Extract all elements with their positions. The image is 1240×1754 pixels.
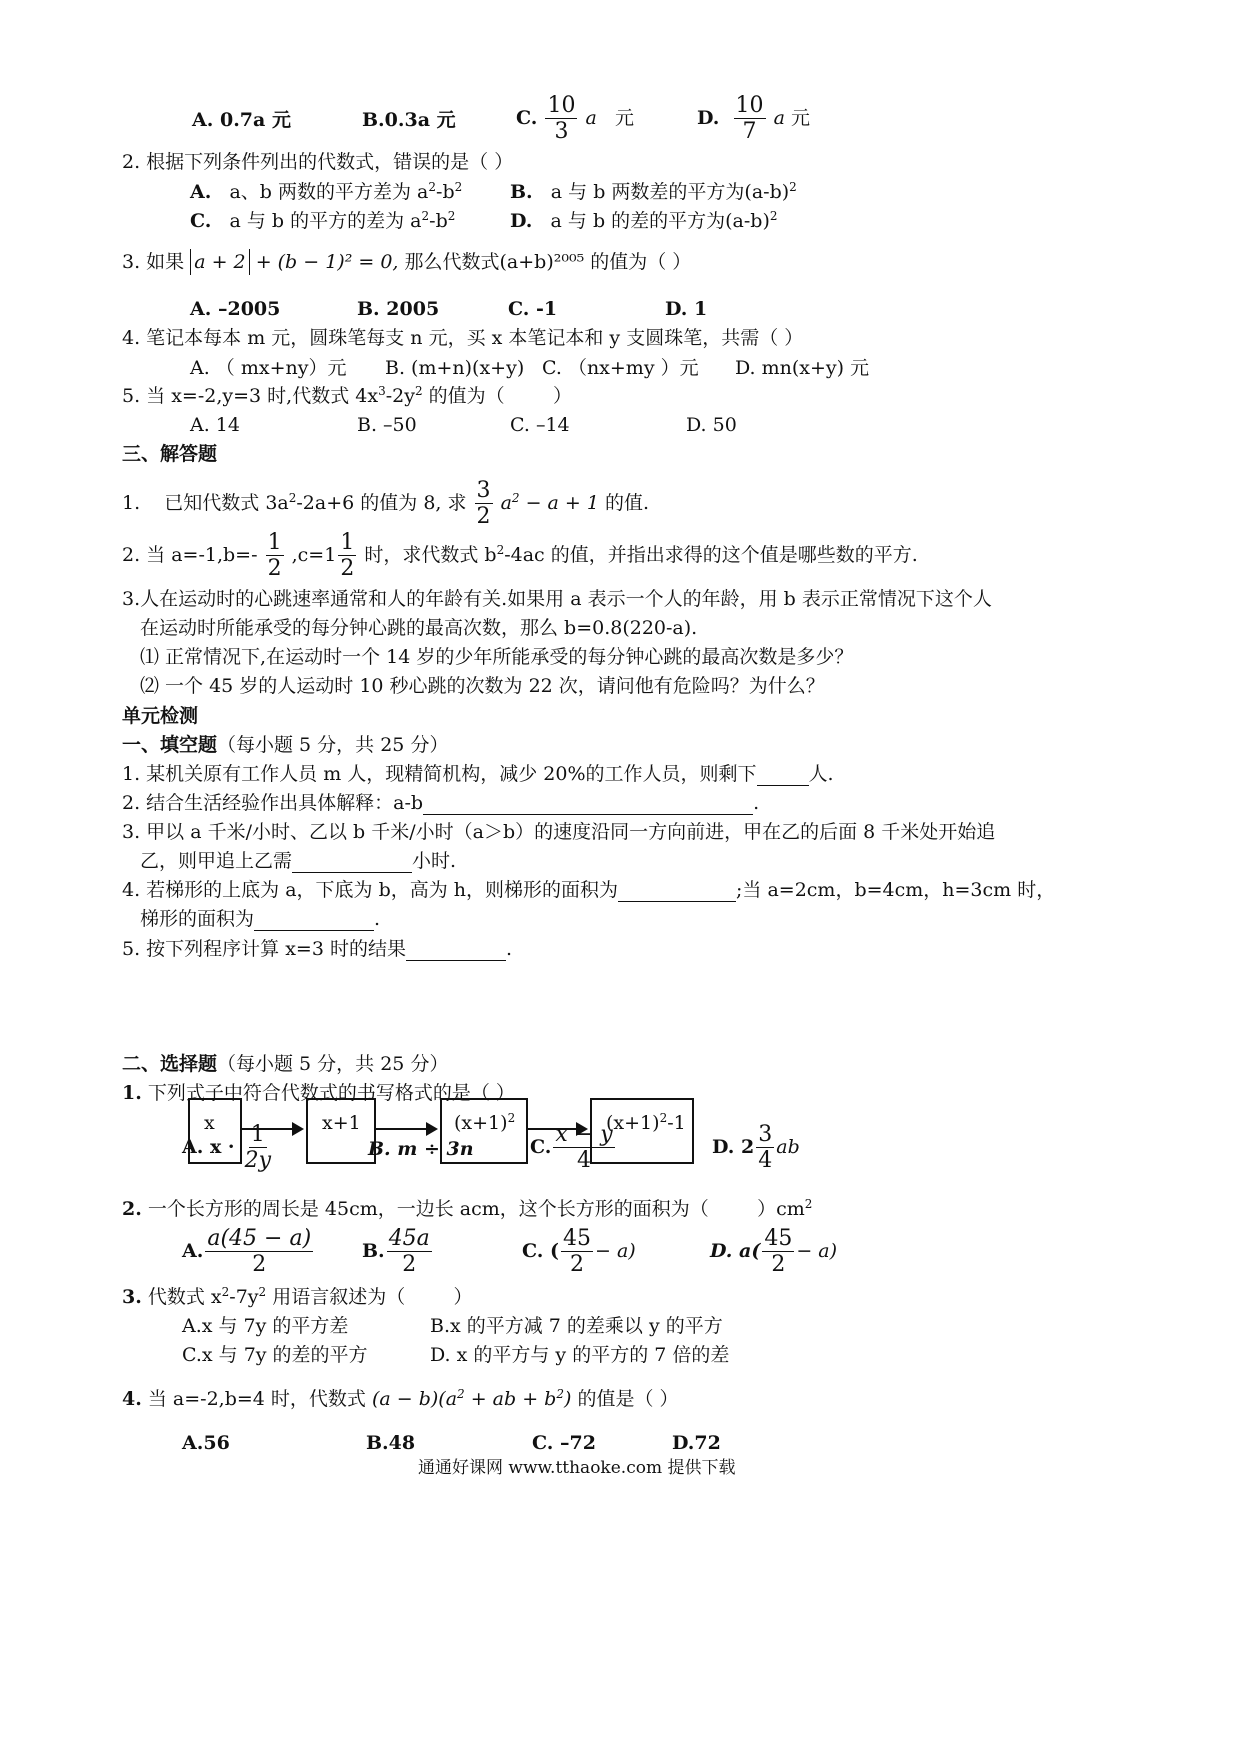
fill-section-heading: 一、填空题（每小题 5 分，共 25 分） (122, 734, 449, 756)
section3-question-3-line2: 在运动时所能承受的每分钟心跳的最高次数，那么 b=0.8(220-a). (140, 617, 698, 639)
top-option-d: D. $\frac{10}{7}$ a 元 (697, 93, 810, 145)
flow-box-x-plus-1: x+1 (306, 1098, 376, 1164)
unit-test-heading: 单元检测 (122, 705, 199, 727)
choice-q2-option-c: C. ( $\frac{45}{2}$ − a) (522, 1226, 636, 1278)
choice-section-heading: 二、选择题（每小题 5 分，共 25 分） (122, 1053, 449, 1075)
q3-option-c: C. -1 (508, 298, 558, 320)
answer-blank[interactable] (254, 912, 374, 931)
fraction: $\frac{45}{2}$ (764, 1226, 793, 1278)
choice-question-2-stem: 2. 一个长方形的周长是 45cm，一边长 acm，这个长方形的面积为（ ）$cm^2$ (122, 1197, 813, 1220)
choice-q3-option-c: C.x 与 7y 的差的平方 (182, 1344, 368, 1366)
q4-option-c: C. （nx+my ）元 (542, 357, 699, 379)
choice-q4-option-a: A.56 (182, 1432, 230, 1454)
fill-question-3-line2: 乙，则甲追上乙需 小时. (140, 850, 457, 872)
fraction: $\frac{1}{2}$ (340, 530, 355, 582)
choice-question-1-stem: 1. 下列式子中符合代数式的书写格式的是（ ） (122, 1082, 515, 1104)
choice-q3-option-b: B.x 的平方减 7 的差乘以 y 的平方 (430, 1315, 723, 1337)
answer-blank[interactable] (406, 942, 506, 961)
flow-box-x: x (188, 1098, 242, 1164)
section-3-heading: 三、解答题 (122, 443, 218, 465)
q4-option-a: A. （ mx+ny）元 (190, 357, 347, 379)
fill-question-1: 1. 某机关原有工作人员 m 人，现精简机构，减少 20%的工作人员，则剩下 人. (122, 763, 834, 785)
choice-q3-option-a: A.x 与 7y 的平方差 (182, 1315, 349, 1337)
q4-option-d: D. mn(x+y) 元 (735, 357, 870, 379)
section3-question-3-line1: 3.人在运动时的心跳速率通常和人的年龄有关.如果用 a 表示一个人的年龄，用 b 表示正常情况下这个人 (122, 588, 992, 610)
fraction: $\frac{a(45 - a)}{2}$ (207, 1226, 312, 1278)
answer-blank[interactable] (757, 767, 809, 786)
q3-option-b: B. 2005 (357, 298, 440, 320)
q2-option-d: D. a 与 b 的差的平方为$(a-b)^2$ (510, 209, 778, 232)
choice-q4-option-c: C. –72 (532, 1432, 596, 1454)
choice-question-4-stem: 4. 当 a=-2,b=4 时，代数式 $(a - b)(a^2$ + ab + $b^2$) 的值是（ ） (122, 1387, 679, 1410)
answer-blank[interactable] (292, 854, 412, 873)
answer-blank[interactable] (618, 883, 736, 902)
q2-option-a: A. a、b 两数的平方差为 $a^2-b^2$ (190, 180, 463, 203)
choice-q1-option-d: D. 2 $\frac{3}{4}$ ab (712, 1122, 800, 1174)
fill-question-4-line2: 梯形的面积为 . (140, 908, 381, 930)
question-2-stem: 2. 根据下列条件列出的代数式，错误的是（ ） (122, 151, 514, 173)
choice-q4-option-d: D.72 (672, 1432, 721, 1454)
q4-option-b: B. (m+n)(x+y) (385, 357, 525, 379)
q5-option-a: A. 14 (190, 414, 240, 436)
q2-option-b: B. a 与 b 两数差的平方为$(a-b)^2$ (510, 180, 797, 203)
fraction: $\frac{1}{2y}$ (244, 1122, 272, 1174)
top-option-a: A. 0.7a 元 (192, 109, 291, 131)
choice-q2-option-d: D. a( $\frac{45}{2}$ − a) (710, 1226, 838, 1278)
choice-q2-option-b: B. $\frac{45a}{2}$ (362, 1226, 430, 1278)
fraction: $\frac{10}{3}$ (547, 93, 576, 145)
absolute-value: a + 2 (190, 249, 249, 275)
q5-option-b: B. –50 (357, 414, 417, 436)
answer-blank[interactable] (423, 796, 753, 815)
section3-question-1: 1. 已知代数式 $3a^2-2a+6$ 的值为 8, 求 $\frac{3}{2}$ $a^2 - a + 1$ 的值. (122, 478, 650, 530)
fill-question-2: 2. 结合生活经验作出具体解释：a-b . (122, 792, 760, 814)
flow-arrow (374, 1128, 436, 1130)
choice-q2-option-a: A. $\frac{a(45 - a)}{2}$ (182, 1226, 312, 1278)
top-option-b: B.0.3a 元 (362, 109, 456, 131)
fraction: $\frac{1}{2}$ (267, 530, 282, 582)
choice-q4-option-b: B.48 (366, 1432, 416, 1454)
section3-question-3-sub2: ⑵ 一个 45 岁的人运动时 10 秒心跳的次数为 22 次，请问他有危险吗？为什么？ (140, 675, 825, 697)
question-5-stem: 5. 当 x=-2,y=3 时,代数式 $4x^3-2y^2$ 的值为（ ） (122, 384, 572, 407)
footer-source: 通通好课网 www.tthaoke.com 提供下载 (418, 1458, 736, 1478)
fill-question-3-line1: 3. 甲以 a 千米/小时、乙以 b 千米/小时（a＞b）的速度沿同一方向前进，甲在乙的后面 8 千米处开始追 (122, 821, 996, 843)
choice-q1-option-c: C. $\frac{x - y}{4}$ (530, 1122, 613, 1174)
fraction: $\frac{10}{7}$ (735, 93, 764, 145)
section3-question-3-sub1: ⑴ 正常情况下,在运动时一个 14 岁的少年所能承受的每分钟心跳的最高次数是多少？ (140, 646, 854, 668)
section3-question-2: 2. 当 a=-1,b=- $\frac{1}{2}$ ,c=1 $\frac{1}{2}$ 时，求代数式 $b^2-4ac$ 的值，并指出求得的这个值是哪些数的平方. (122, 530, 918, 582)
fraction: $\frac{3}{4}$ (758, 1122, 773, 1174)
q3-option-d: D. 1 (665, 298, 708, 320)
question-4-stem: 4. 笔记本每本 m 元，圆珠笔每支 n 元，买 x 本笔记本和 y 支圆珠笔，共需（ ） (122, 327, 804, 349)
fraction: $\frac{45}{2}$ (563, 1226, 592, 1278)
question-3-stem: 3. 如果 a + 2 + (b − 1)² = 0, 那么代数式(a+b)²⁰⁰⁵ 的值为（ ） (122, 251, 692, 273)
fill-question-4-line1: 4. 若梯形的上底为 a，下底为 b，高为 h，则梯形的面积为 ;当 a=2cm，b=4cm，h=3cm 时， (122, 879, 1056, 901)
choice-q1-option-a: A. x · $\frac{1}{2y}$ (182, 1122, 272, 1174)
choice-q3-option-d: D. x 的平方与 y 的平方的 7 倍的差 (430, 1344, 730, 1366)
flow-box-square: $(x+1)^2$ (440, 1098, 528, 1164)
choice-question-3-stem: 3. 代数式 $x^2-7y^2$ 用语言叙述为（ ） (122, 1285, 473, 1308)
q5-option-c: C. –14 (510, 414, 570, 436)
fraction: $\frac{45a}{2}$ (388, 1226, 430, 1278)
q5-option-d: D. 50 (686, 414, 737, 436)
top-option-c: C. $\frac{10}{3}$ a 元 (516, 93, 634, 145)
fill-question-5: 5. 按下列程序计算 x=3 时的结果 . (122, 938, 513, 960)
fraction: $\frac{3}{2}$ (476, 478, 491, 530)
flow-box-square-minus-1: $(x+1)^2-1$ (590, 1098, 694, 1164)
q2-option-c: C. a 与 b 的平方的差为 $a^2-b^2$ (190, 209, 456, 232)
q3-option-a: A. –2005 (190, 298, 281, 320)
choice-q1-option-b: B. m ÷ 3n (368, 1138, 474, 1160)
fraction: $\frac{x - y}{4}$ (555, 1122, 613, 1174)
